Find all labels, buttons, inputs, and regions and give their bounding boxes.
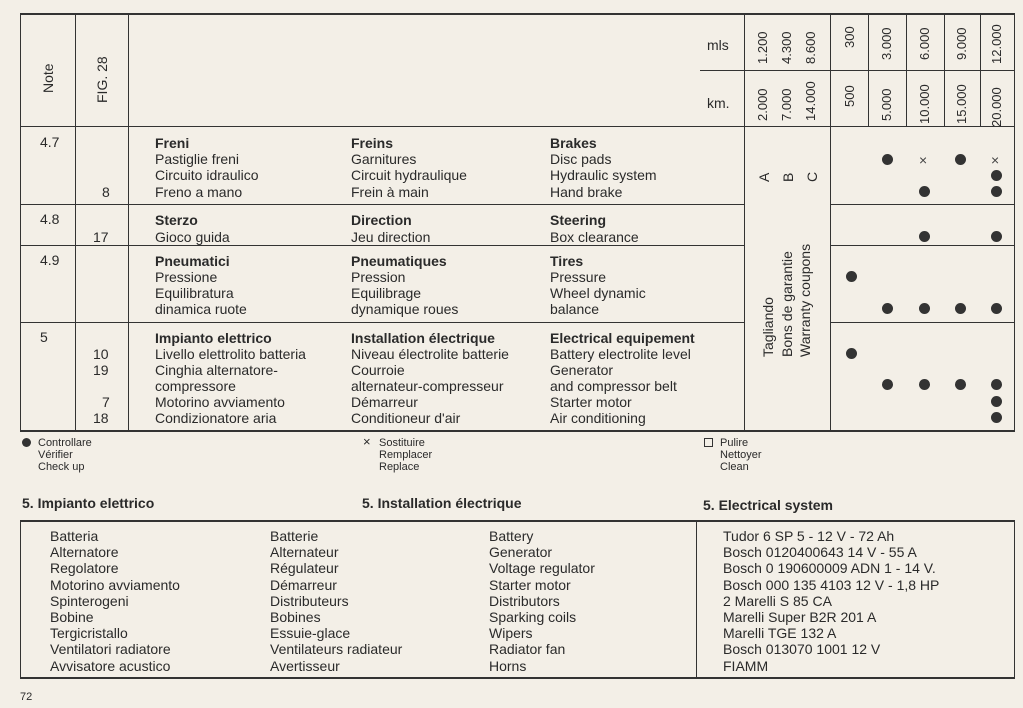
row-pressure-it: Pressione [155,269,218,285]
km-group-3: 14.000 [803,81,818,121]
spec-it-4: Motorino avviamento [50,576,180,593]
row-belt2-fr: alternateur-compresseur [351,378,504,394]
km-group-2: 7.000 [779,88,794,121]
km-group-1: 2.000 [755,88,770,121]
row-hydraulic-fr: Circuit hydraulique [351,167,467,183]
spec-it-7: Tergicristallo [50,625,128,642]
row-belt2-it: compressore [155,378,236,394]
coupon-it: Tagliando [760,297,776,357]
spec-value-7: Marelli TGE 132 A [723,625,837,642]
row-starter-fr: Démarreur [351,394,418,410]
fig-18: 18 [93,410,109,426]
spec-en-2: Generator [489,544,553,561]
row-balance-fr: Equilibrage [351,285,422,301]
abc-b: B [780,172,796,182]
check-dot [991,379,1002,390]
legend-cross-icon: × [363,434,371,449]
legend-check-it: Controllare [38,437,92,449]
row-steering-fr: Direction [351,212,412,228]
row-electrical-fr: Installation électrique [351,330,495,346]
spec-it-3: Regolatore [50,560,119,577]
spec-en-7: Wipers [489,625,533,642]
row-battery-en: Battery electrolite level [550,346,691,362]
legend-square-icon [704,438,713,447]
row-aircon-fr: Conditioneur d'air [351,410,461,426]
check-dot [846,271,857,282]
legend-clean-it: Pulire [720,437,749,449]
row-tires-en: Tires [550,253,584,269]
legend-clean-fr: Nettoyer [720,449,762,461]
row-battery-fr: Niveau électrolite batterie [351,346,509,362]
mls-col-5: 12.000 [989,24,1004,64]
spec-it-8: Ventilatori radiatore [50,641,171,658]
row-disc-pads-it: Pastiglie freni [155,151,240,167]
row-belt-en: Generator [550,362,614,378]
mls-label: mls [707,37,729,53]
row-steering-en: Steering [550,212,607,228]
spec-fr-7: Essuie-glace [270,625,351,642]
check-dot [919,186,930,197]
row-belt-fr: Courroie [351,362,405,378]
row-belt2-en: and compressor belt [550,378,677,394]
km-col-3: 10.000 [917,84,932,124]
check-dot [846,348,857,359]
section-title-fr: 5. Installation électrique [362,495,522,511]
spec-fr-6: Bobines [270,609,321,625]
replace-cross: × [991,152,1000,168]
mls-col-2: 3.000 [879,27,894,60]
row-box-clearance-it: Gioco guida [155,229,230,245]
check-dot [882,379,893,390]
legend-check-fr: Vérifier [38,449,73,461]
check-dot [955,303,966,314]
spec-en-6: Sparking coils [489,609,577,625]
spec-en-4: Starter motor [489,576,571,593]
row-hydraulic-it: Circuito idraulico [155,167,259,183]
mls-col-1: 300 [842,26,857,48]
check-dot [991,231,1002,242]
coupon-en: Warranty coupons [797,243,813,357]
spec-it-2: Alternatore [50,544,119,561]
check-dot [991,396,1002,407]
row-belt-it: Cinghia alternatore- [155,362,278,378]
check-dot [991,303,1002,314]
legend-check-en: Check up [38,461,85,473]
legend-replace-fr: Remplacer [379,449,433,461]
row-box-clearance-fr: Jeu direction [351,229,431,245]
spec-fr-3: Régulateur [270,560,339,577]
coupon-fr: Bons de garantie [779,251,795,357]
row-pressure-en: Pressure [550,269,607,285]
spec-it-1: Batteria [50,528,99,544]
row-pressure-fr: Pression [351,269,406,285]
page-number: 72 [20,691,33,703]
km-col-2: 5.000 [879,88,894,121]
note-4-9: 4.9 [40,252,60,268]
row-balance2-fr: dynamique roues [351,301,459,317]
row-starter-it: Motorino avviamento [155,394,285,410]
fig-19: 19 [93,362,109,378]
spec-value-5: 2 Marelli S 85 CA [723,592,832,609]
spec-value-4: Bosch 000 135 4103 12 V - 1,8 HP [723,576,940,593]
row-balance2-en: balance [550,301,600,317]
spec-value-6: Marelli Super B2R 201 A [723,609,877,625]
check-dot [991,186,1002,197]
row-balance-it: Equilibratura [155,285,234,301]
mls-group-3: 8.600 [803,31,818,64]
row-brakes-fr: Freins [351,135,394,151]
km-col-4: 15.000 [954,84,969,124]
legend-replace-en: Replace [379,461,420,473]
section-title-en: 5. Electrical system [703,497,833,513]
row-balance2-it: dinamica ruote [155,301,247,317]
fig-7: 7 [102,394,110,410]
check-dot [991,170,1002,181]
row-tires-fr: Pneumatiques [351,253,447,269]
legend-clean-en: Clean [720,461,749,473]
section-title-it: 5. Impianto elettrico [22,495,155,511]
check-dot [919,303,930,314]
mls-group-2: 4.300 [779,31,794,64]
row-starter-en: Starter motor [550,394,632,410]
fig-10: 10 [93,346,109,362]
row-disc-pads-fr: Garnitures [351,151,417,167]
fig-17: 17 [93,229,109,245]
legend-replace-it: Sostituire [379,437,425,449]
spec-fr-5: Distributeurs [270,592,349,609]
mls-col-4: 9.000 [954,27,969,60]
row-aircon-it: Condizionatore aria [155,410,277,426]
check-dot [955,154,966,165]
spec-en-9: Horns [489,657,527,674]
km-col-1: 500 [842,85,857,107]
check-dot [991,412,1002,423]
spec-en-1: Battery [489,528,534,544]
row-handbrake-fr: Frein à main [351,184,429,200]
row-aircon-en: Air conditioning [550,410,646,426]
spec-it-5: Spinterogeni [50,592,129,609]
fig-8: 8 [102,184,110,200]
spec-value-9: FIAMM [723,657,769,674]
note-4-7: 4.7 [40,134,60,150]
row-hydraulic-en: Hydraulic system [550,167,657,183]
fig-header: FIG. 28 [94,56,110,103]
row-steering-it: Sterzo [155,212,198,228]
spec-fr-8: Ventilateurs radiateur [270,641,403,658]
replace-cross: × [919,152,928,168]
row-electrical-it: Impianto elettrico [155,330,272,346]
spec-en-5: Distributors [489,592,560,609]
spec-it-6: Bobine [50,609,94,625]
check-dot [882,303,893,314]
abc-c: C [804,171,820,182]
row-handbrake-it: Freno a mano [155,184,243,200]
row-box-clearance-en: Box clearance [550,229,639,245]
km-label: km. [707,95,730,111]
spec-it-9: Avvisatore acustico [50,657,171,674]
check-dot [919,231,930,242]
row-battery-it: Livello elettrolito batteria [155,346,306,362]
spec-en-8: Radiator fan [489,641,566,658]
row-electrical-en: Electrical equipement [550,330,695,346]
check-dot [955,379,966,390]
spec-value-8: Bosch 013070 1001 12 V [723,641,881,658]
note-5: 5 [40,329,48,345]
row-balance-en: Wheel dynamic [550,285,646,301]
legend-check-dot [22,438,31,447]
note-4-8: 4.8 [40,211,60,227]
spec-fr-1: Batterie [270,528,319,544]
spec-value-1: Tudor 6 SP 5 - 12 V - 72 Ah [723,528,895,544]
row-brakes-it: Freni [155,135,190,151]
spec-value-3: Bosch 0 190600009 ADN 1 - 14 V. [723,560,936,577]
row-tires-it: Pneumatici [155,253,230,269]
note-header: Note [40,63,56,93]
spec-en-3: Voltage regulator [489,560,595,577]
spec-fr-2: Alternateur [270,544,339,561]
check-dot [882,154,893,165]
mls-col-3: 6.000 [917,27,932,60]
row-brakes-en: Brakes [550,135,597,151]
row-disc-pads-en: Disc pads [550,151,612,167]
row-handbrake-en: Hand brake [550,184,623,200]
spec-value-2: Bosch 0120400643 14 V - 55 A [723,544,917,561]
mls-group-1: 1.200 [755,31,770,64]
abc-a: A [756,172,772,182]
spec-fr-9: Avertisseur [270,657,340,674]
check-dot [919,379,930,390]
spec-fr-4: Démarreur [270,576,337,593]
km-col-5: 20.000 [989,87,1004,127]
